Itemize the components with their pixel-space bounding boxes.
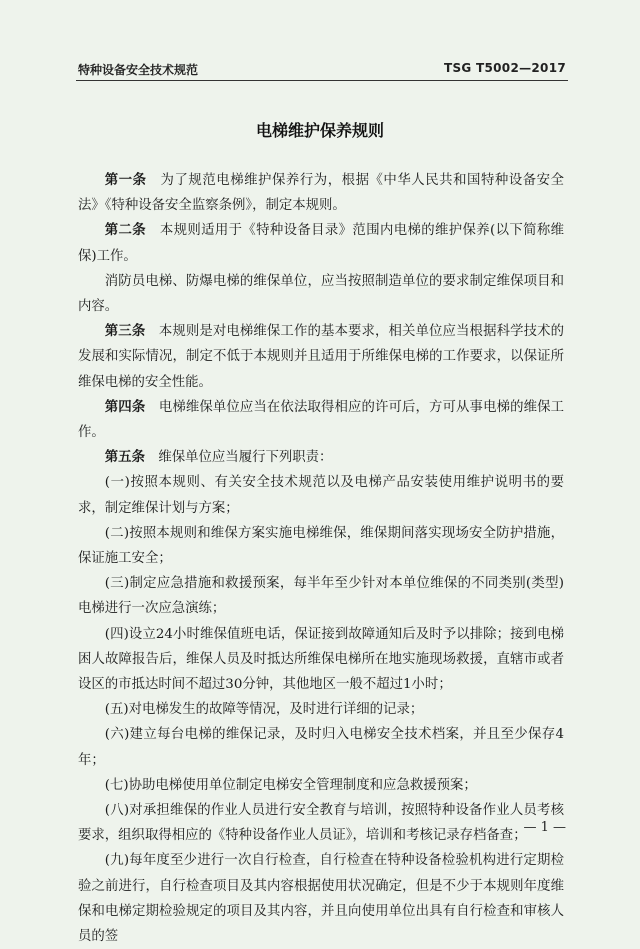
paragraph-text: 为了规范电梯维护保养行为，根据《中华人民共和国特种设备安全法》《特种设备安全监察条例》，制定本规则。 [78,173,565,214]
paragraph-text: (五)对电梯发生的故障等情况，及时进行详细的记录； [104,702,424,718]
body-paragraph [78,521,564,571]
paragraph-text: (九)每年度至少进行一次自行检查，自行检查在特种设备检验机构进行定期检验之前进行，自行检查项目及其内容根据使用状况确定，但是不少于本规则年度维保和电梯定期检验规定的项目及其内容，并且向使用单位出具有自行检查和审核人员的签 [78,853,564,945]
body-paragraph [78,218,564,268]
document-title: 电梯维护保养规则 [255,121,384,140]
paragraph-text: (二)按照本规则和维保方案实施电梯维保，维保期间落实现场安全防护措施，保证施工安全； [78,525,564,567]
body-paragraph [78,395,564,445]
body-paragraph [78,445,564,470]
paragraph-text: 消防员电梯、防爆电梯的维保单位，应当按照制造单位的要求制定维保项目和内容。 [78,273,564,315]
paragraph-text: (六)建立每台电梯的维保记录，及时归入电梯安全技术档案，并且至少保存4年； [78,727,564,768]
body-paragraph [78,798,564,848]
article-number: 第五条 [104,450,145,466]
paragraph-text: 维保单位应当履行下列职责： [158,450,333,466]
body-paragraph [78,269,564,319]
paragraph-text: (四)设立24小时维保值班电话，保证接到故障通知后及时予以排除；接到电梯困人故障报告后，维保人员及时抵达所维保电梯所在地实施现场救援，直辖市或者设区的市抵达时间不超过30分钟，其他地区一般不超过1小时； [78,626,564,693]
page-number: — 1 — [523,820,566,835]
body-paragraph [78,773,564,798]
body-paragraph [78,697,564,722]
article-number: 第二条 [104,223,147,239]
body-paragraph [78,722,564,772]
paragraph-text: 本规则是对电梯维保工作的基本要求，相关单位应当根据科学技术的发展和实际情况，制定不低于本规则并且适用于所维保电梯的工作要求，以保证所维保电梯的安全性能。 [78,324,565,390]
article-number: 第一条 [104,173,147,188]
body-paragraph [78,848,564,949]
body-paragraph [78,168,564,218]
article-number: 第四条 [104,399,146,415]
body-paragraph [78,319,564,395]
header-standard-code: TSG T5002—2017 [443,61,566,75]
article-number: 第三条 [104,324,146,340]
body-paragraph [78,470,564,520]
body-paragraph [78,622,564,698]
paragraph-text: (八)对承担维保的作业人员进行安全教育与培训，按照特种设备作业人员考核要求，组织取得相应的《特种设备作业人员证》，培训和考核记录存档备查； [78,803,564,844]
paragraph-text: (一)按照本规则、有关安全技术规范以及电梯产品安装使用维护说明书的要求，制定维保计划与方案； [78,475,564,516]
body-paragraph [78,571,564,621]
paragraph-text: 本规则适用于《特种设备目录》范围内电梯的维护保养(以下简称维保)工作。 [78,223,565,264]
header-rule [76,80,568,81]
paragraph-text: (三)制定应急措施和救援预案，每半年至少针对本单位维保的不同类别(类型)电梯进行一次应急演练； [78,576,564,617]
paragraph-text: (七)协助电梯使用单位制定电梯安全管理制度和应急救援预案； [104,777,477,793]
header-series-title: 特种设备安全技术规范 [78,63,199,77]
paragraph-text: 电梯维保单位应当在依法取得相应的许可后，方可从事电梯的维保工作。 [78,399,565,441]
running-header [78,61,566,81]
document-body [78,168,564,949]
